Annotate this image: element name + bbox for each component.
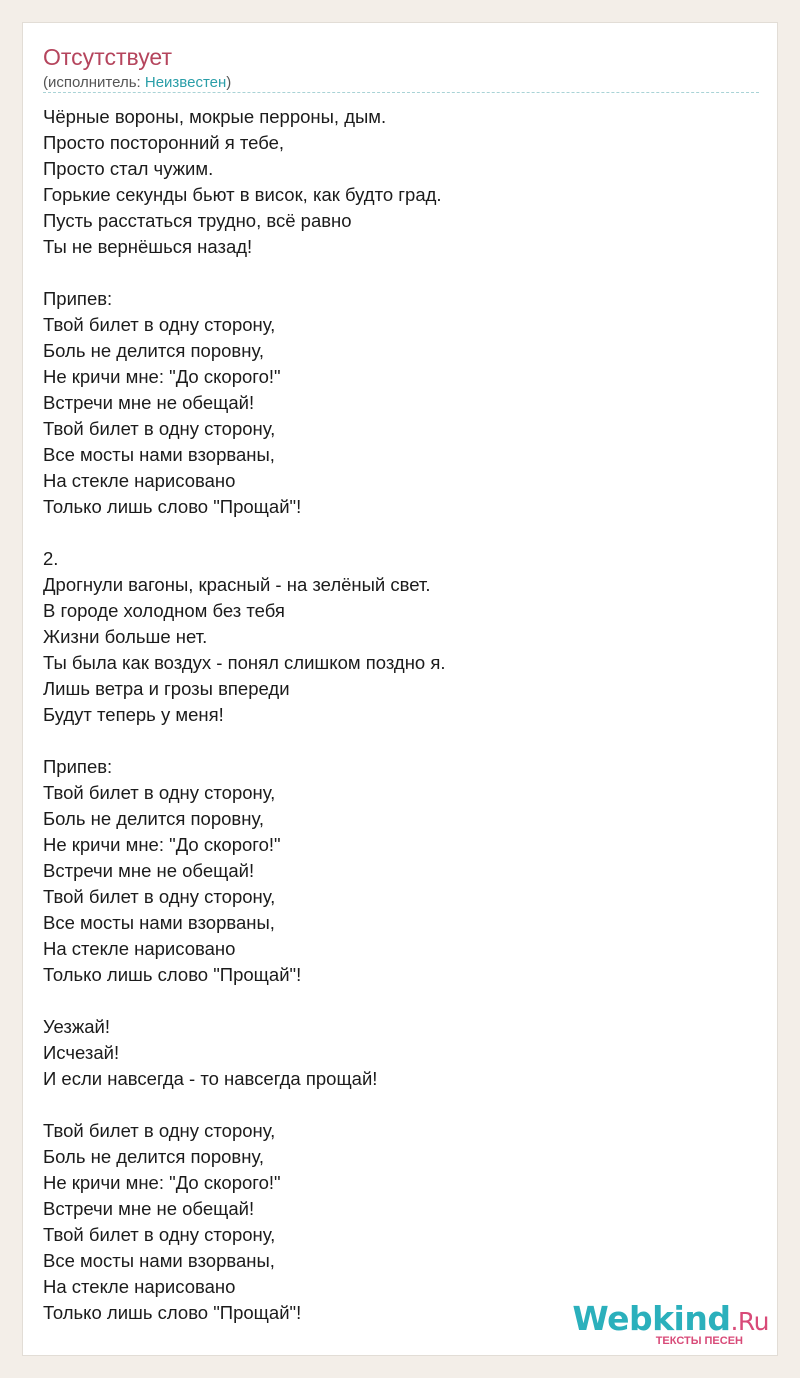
- lyric-line: Твой билет в одну сторону,: [43, 314, 276, 335]
- lyric-line: Не кричи мне: "До скорого!": [43, 834, 281, 855]
- lyric-line: Пусть расстаться трудно, всё равно: [43, 210, 352, 231]
- lyric-line: Только лишь слово "Прощай"!: [43, 1302, 302, 1323]
- lyric-line: Твой билет в одну сторону,: [43, 418, 276, 439]
- lyric-line: Исчезай!: [43, 1042, 120, 1063]
- lyric-line: Уезжай!: [43, 1016, 111, 1037]
- artist-prefix: (исполнитель:: [43, 74, 145, 91]
- logo-tagline: ТЕКСТЫ ПЕСЕН: [655, 1335, 743, 1347]
- lyric-line: Только лишь слово "Прощай"!: [43, 496, 302, 517]
- lyric-line: Дрогнули вагоны, красный - на зелёный свет.: [43, 574, 431, 595]
- lyric-line: Чёрные вороны, мокрые перроны, дым.: [43, 106, 387, 127]
- lyric-line: Не кричи мне: "До скорого!": [43, 366, 281, 387]
- lyric-line: Горькие секунды бьют в висок, как будто град.: [43, 184, 442, 205]
- lyric-line: Твой билет в одну сторону,: [43, 886, 276, 907]
- lyric-line: Твой билет в одну сторону,: [43, 1224, 276, 1245]
- lyric-blank-line: [43, 1092, 759, 1118]
- lyric-line: Боль не делится поровну,: [43, 340, 264, 361]
- lyric-blank-line: [43, 728, 759, 754]
- site-logo[interactable]: [572, 1299, 769, 1347]
- lyric-line: Боль не делится поровну,: [43, 808, 264, 829]
- lyric-line: Твой билет в одну сторону,: [43, 1120, 276, 1141]
- lyric-line: Просто стал чужим.: [43, 158, 214, 179]
- lyric-line: Будут теперь у меня!: [43, 704, 224, 725]
- song-title: Отсутствует: [43, 44, 172, 70]
- lyric-line: Ты была как воздух - понял слишком поздно я.: [43, 652, 446, 673]
- artist-link[interactable]: Неизвестен: [144, 74, 227, 91]
- lyric-line: В городе холодном без тебя: [43, 600, 285, 621]
- lyric-line: На стекле нарисовано: [43, 470, 236, 491]
- lyric-line: 2.: [43, 548, 59, 569]
- dashed-divider: [43, 92, 759, 93]
- lyric-line: Ты не вернёшься назад!: [43, 236, 253, 257]
- lyric-line: Не кричи мне: "До скорого!": [43, 1172, 281, 1193]
- lyric-line: Все мосты нами взорваны,: [43, 1250, 275, 1271]
- lyric-line: Встречи мне не обещай!: [43, 392, 255, 413]
- lyric-line: Все мосты нами взорваны,: [43, 912, 275, 933]
- logo-name: Webkind: [572, 1299, 731, 1338]
- lyric-line: Лишь ветра и грозы впереди: [43, 678, 290, 699]
- lyric-line: Боль не делится поровну,: [43, 1146, 264, 1167]
- lyric-line: Встречи мне не обещай!: [43, 1198, 255, 1219]
- song-card: [22, 22, 778, 1356]
- lyric-line: Припев:: [43, 288, 113, 309]
- artist-suffix: ): [226, 74, 232, 91]
- lyric-line: Просто посторонний я тебе,: [43, 132, 285, 153]
- lyric-blank-line: [43, 260, 759, 286]
- artist-line: [43, 73, 231, 93]
- lyric-line: Встречи мне не обещай!: [43, 860, 255, 881]
- lyric-blank-line: [43, 988, 759, 1014]
- lyric-line: Жизни больше нет.: [43, 626, 208, 647]
- lyric-line: Только лишь слово "Прощай"!: [43, 964, 302, 985]
- lyric-line: На стекле нарисовано: [43, 938, 236, 959]
- logo-tld: .Ru: [730, 1307, 769, 1336]
- lyric-line: На стекле нарисовано: [43, 1276, 236, 1297]
- lyric-line: Все мосты нами взорваны,: [43, 444, 275, 465]
- lyric-blank-line: [43, 520, 759, 546]
- lyric-line: И если навсегда - то навсегда прощай!: [43, 1068, 378, 1089]
- lyric-line: Припев:: [43, 756, 113, 777]
- logo-wordmark: [572, 1299, 769, 1339]
- lyric-line: Твой билет в одну сторону,: [43, 782, 276, 803]
- lyrics-text: [43, 104, 759, 1326]
